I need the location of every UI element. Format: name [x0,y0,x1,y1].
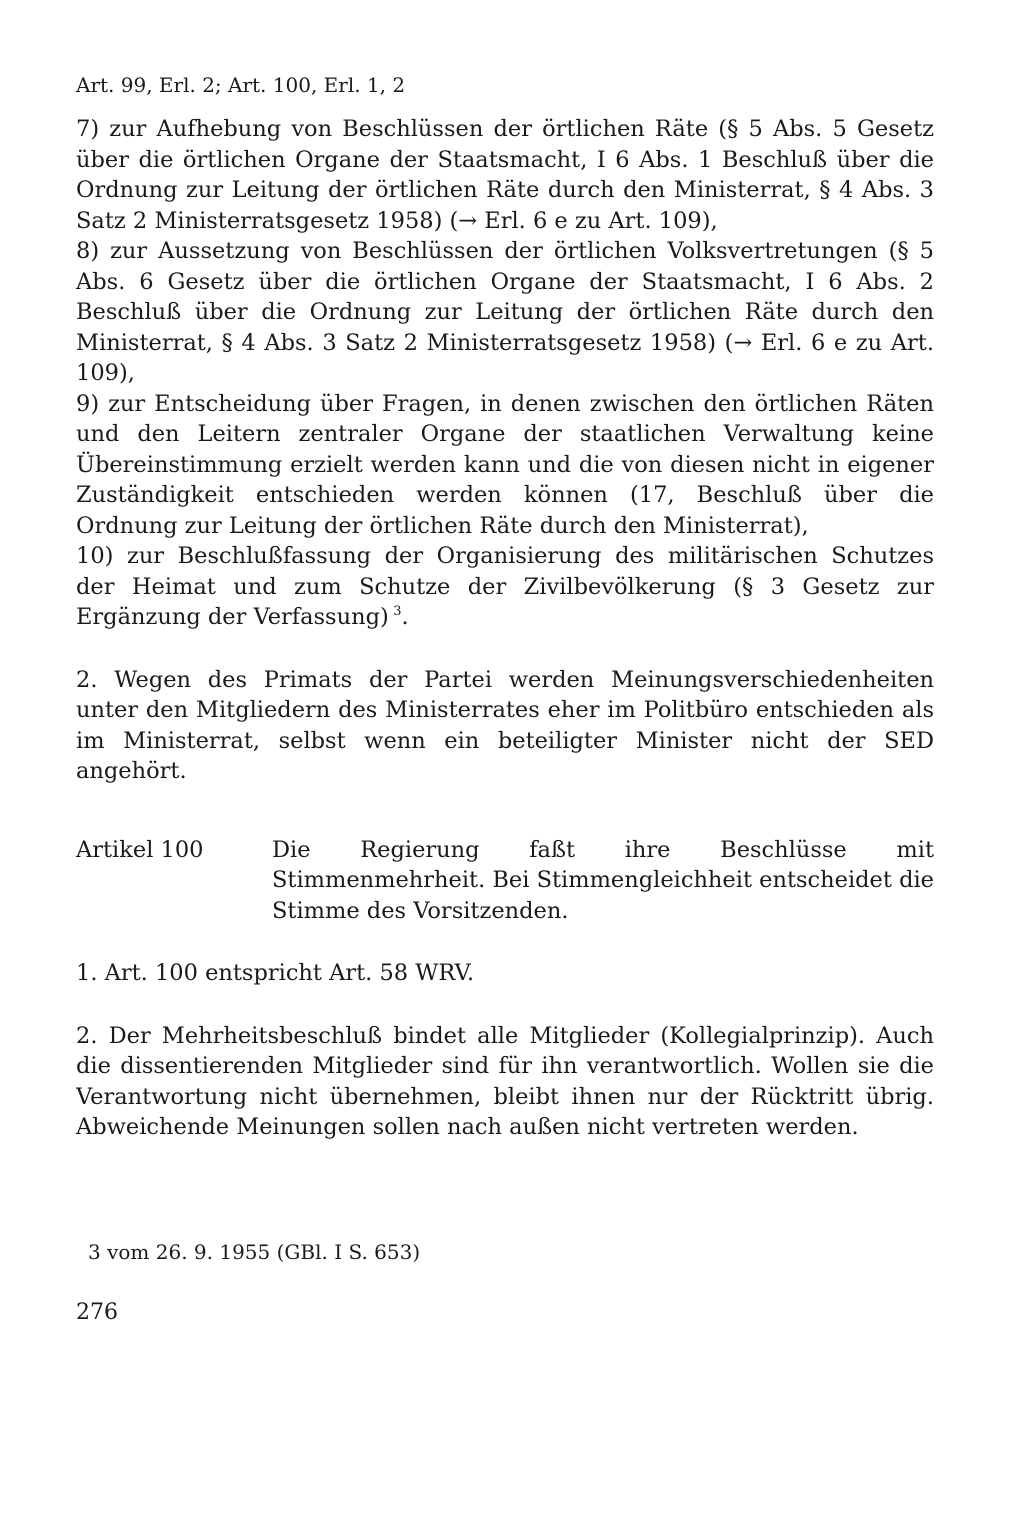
list-item-10 [76,541,934,633]
article-text: Die Regierung faßt ihre Beschlüsse mit Stimmenmehrheit. Bei Stimmengleichheit entscheidet die Stimme des Vorsitzenden. [272,836,934,924]
footnote: 3 vom 26. 9. 1955 (GBl. I S. 653) [88,1240,421,1264]
paragraph-2: 2. Wegen des Primats der Partei werden Meinungsverschiedenheiten unter den Mitgliedern des Ministerrates eher im Politbüro entschieden als im Ministerrat, selbst wenn ein beteiligter Minister nicht der SED angehört. [76,666,934,784]
list-item-10-end: . [401,604,409,630]
list-item-9: 9) zur Entscheidung über Fragen, in denen zwischen den örtlichen Räten und den Leitern zentraler Organe der staatlichen Verwaltung keine Übereinstimmung erzielt werden kann und die von diesen nicht in eigener Zuständigkeit entschieden werden können (17, Beschluß über die Ordnung zur Leitung der örtlichen Räte durch den Ministerrat), [76,390,934,539]
page-content [76,70,934,1143]
article-label: Artikel 100 [76,836,204,863]
footnote-reference: 3 [393,604,402,619]
list-item-7: 7) zur Aufhebung von Beschlüssen der örtlichen Räte (§ 5 Abs. 5 Gesetz über die örtlichen Organe der Staatsmacht, I 6 Abs. 1 Beschluß über die Ordnung zur Leitung der örtlichen Räte durch den Ministerrat, § 4 Abs. 3 Satz 2 Ministerratsgesetz 1958) (→ Erl. 6 e zu Art. 109), [76,116,934,234]
page-number: 276 [76,1300,118,1325]
running-head: Art. 99, Erl. 2; Art. 100, Erl. 1, 2 [76,73,406,97]
note-2: 2. Der Mehrheitsbeschluß bindet alle Mitglieder (Kollegialprinzip). Auch die dissentierenden Mitglieder sind für ihn verantwortlich. Wollen sie die Verantwortung nicht übernehmen, bleibt ihnen nur der Rücktritt übrig. Abweichende Meinungen sollen nach außen nicht vertreten werden. [76,1022,934,1140]
enumerated-list [76,114,934,633]
list-item-10-text: 10) zur Beschlußfassung der Organisierung des militärischen Schutzes der Heimat und zum Schutze der Zivilbevölkerung (§ 3 Gesetz zur Ergänzung der Verfassung) [76,543,934,630]
note-1: 1. Art. 100 entspricht Art. 58 WRV. [76,960,474,986]
list-item-8: 8) zur Aussetzung von Beschlüssen der örtlichen Volksvertretungen (§ 5 Abs. 6 Gesetz über die örtlichen Organe der Staatsmacht, I 6 Abs. 2 Beschluß über die Ordnung zur Leitung der örtlichen Räte durch den Ministerrat, § 4 Abs. 3 Satz 2 Ministerratsgesetz 1958) (→ Erl. 6 e zu Art. 109), [76,238,934,386]
article-100 [76,835,934,927]
